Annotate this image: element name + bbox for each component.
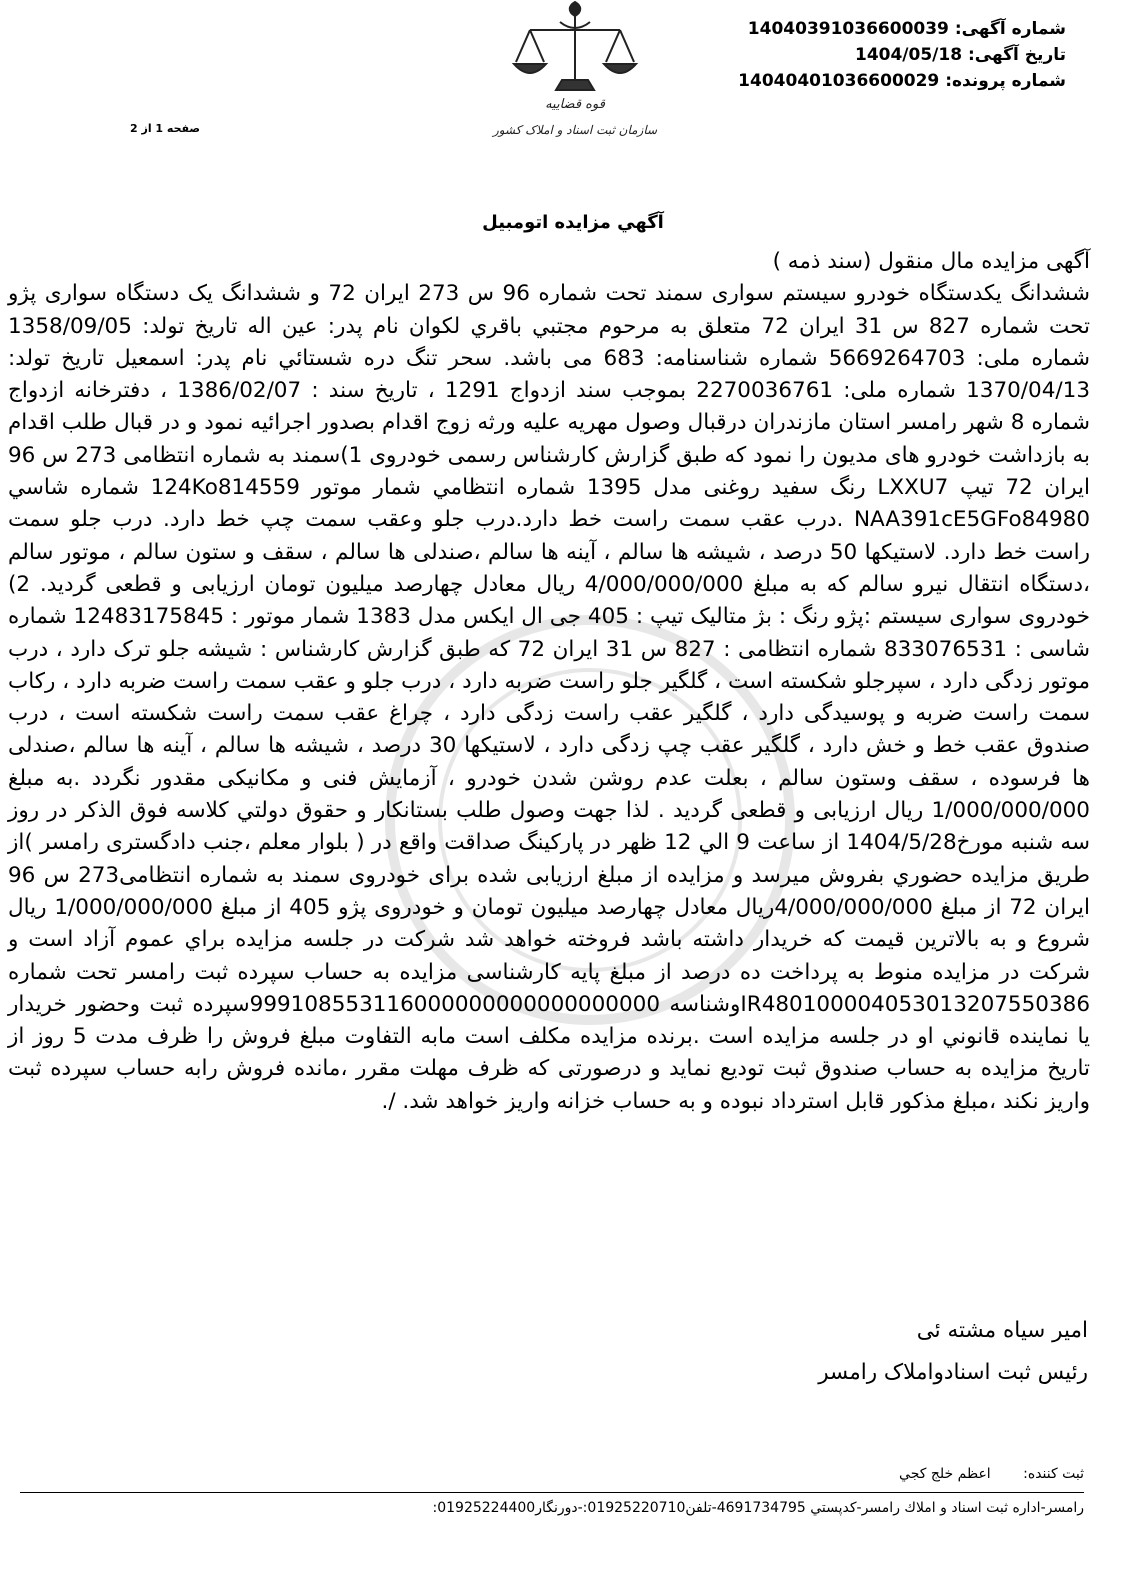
file-number: 14040401036600029	[738, 71, 940, 91]
ad-date-label: تاریخ آگهی:	[967, 45, 1066, 65]
ad-subtitle: آگهی مزایده مال منقول (سند ذمه )	[772, 249, 1090, 274]
signatory-position: رئيس ثبت اسنادواملاک رامسر	[818, 1360, 1088, 1385]
judiciary-emblem	[490, 0, 660, 170]
registrar	[871, 1466, 1084, 1482]
ad-date: 1404/05/18	[854, 45, 963, 65]
ad-number: 14040391036600039	[747, 19, 949, 39]
page-info: صفحه 1 از 2	[130, 122, 201, 135]
signatory-name: امیر سیاه مشته ئی	[916, 1318, 1088, 1343]
ad-date-row	[738, 42, 1066, 68]
ad-body	[8, 246, 1090, 1118]
emblem-line2: سازمان ثبت اسناد و املاک کشور	[492, 123, 658, 137]
emblem-line1: قوه قضاییه	[545, 97, 605, 112]
file-number-label: شماره پرونده:	[945, 71, 1066, 91]
ad-header	[738, 16, 1066, 94]
registrar-label: ثبت کننده:	[1023, 1466, 1084, 1482]
registrar-name: اعظم خلج کجي	[899, 1466, 991, 1482]
footer-divider	[20, 1492, 1084, 1493]
ad-number-label: شماره آگهی:	[954, 19, 1066, 39]
page-title: آگهي مزايده اتومبيل	[482, 212, 664, 233]
file-number-row	[738, 68, 1066, 94]
ad-number-row	[738, 16, 1066, 42]
ad-body-text: ششدانگ یکدستگاه خودرو سیستم سواری سمند تحت شماره 96 س 273 ایران 72 و ششدانگ یک دستگاه سواری پژو تحت شماره 827 س 31 ایران 72 متعلق به مرحوم مجتبي باقري لكوان نام پدر: عين اله تاريخ تولد: 1358/09/05 شماره ملی: 5669264703 شماره شناسنامه: 683 می باشد. سحر تنگ دره شستائي نام پدر: اسمعيل تاريخ تولد: 1370/04/13 شماره ملی: 2270036761 بموجب سند ازدواج 1291 ، تاریخ سند : 1386/02/07 ، دفترخانه ازدواج شماره 8 شهر رامسر استان مازندران درقبال وصول مهریه علیه ورثه زوج اقدام بصدور اجرائیه نمود و در قبال طلب اقدام به بازداشت خودرو های مدیون را نمود که طبق گزارش کارشناس رسمی خودروی 1)سمند به شماره انتظامی 273 س 96 ایران 72 تیپ LXXU7 رنگ سفید روغنی مدل 1395 شماره انتظامي شمار موتور 124Ko814559 شماره شاسي NAA391cE5GFo84980 .درب عقب سمت راست خط دارد.درب جلو وعقب سمت چپ خط دارد. درب جلو سمت راست خط دارد. لاستیکها 50 درصد ، شیشه ها سالم ، آینه ها سالم ،صندلی ها سالم ، سقف و ستون سالم ، موتور سالم ،دستگاه انتقال نیرو سالم که به مبلغ 4/000/000/000 ریال معادل چهارصد میلیون تومان ارزیابی و قطعی گردید. 2) خودروی سواری سیستم :پژو رنگ : بژ متالیک تیپ : 405 جی ال ایکس مدل 1383 شمار موتور : 12483175845 شماره شاسی : 833076531 شماره انتظامی : 827 س 31 ایران 72 که طبق گزارش کارشناس : شیشه جلو ترک دارد ، درب موتور زدگی دارد ، سپرجلو شکسته است ، گلگیر جلو راست ضربه دارد ، درب جلو و عقب سمت راست ضربه دارد ، رکاب سمت راست ضربه و پوسیدگی دارد ، گلگیر عقب راست زدگی دارد ، چراغ عقب سمت راست شکسته است ، درب صندوق عقب خط و خش دارد ، گلگیر عقب چپ زدگی دارد ، لاستیکها 30 درصد ، شیشه ها سالم ، آینه ها سالم ،صندلی ها فرسوده ، سقف وستون سالم ، بعلت عدم روشن شدن خودرو ، آزمایش فنی و مکانیکی مقدور نگردد .به مبلغ 1/000/000/000 ریال ارزیابی و قطعی گردید . لذا جهت وصول طلب بستانکار و حقوق دولتي كلاسه فوق الذكر در روز سه شنبه مورخ1404/5/28 از ساعت 9 الي 12 ظهر در پاركينگ صداقت واقع در ( بلوار معلم ،جنب دادگستری رامسر )از طريق مزايده حضوري بفروش ميرسد و مزايده از مبلغ ارزيابی شده برای خودروی سمند به شماره انتظامی273 س 96 ایران 72 از مبلغ 4/000/000/000ریال معادل چهارصد میلیون تومان و خودروی پژو 405 از مبلغ 1/000/000/000 ریال شروع و به بالاترين قيمت كه خريدار داشته باشد فروخته خواهد شد شركت در جلسه مزايده براي عموم آزاد است و شرکت در مزایده منوط به پرداخت ده درصد از مبلغ پایه کارشناسی مزایده به حساب سپرده ثبت رامسر تحت شماره IR480100004053013207550386وشناسه 999108553116000000000000000000سپرده ثبت وحضور خريدار يا نماينده قانوني او در جلسه مزايده است .برنده مزايده مكلف است مابه التفاوت مبلغ فروش را ظرف مدت 5 روز از تاريخ مزايده به حساب صندوق ثبت توديع نمايد و درصورتی كه ظرف مهلت مقرر ،مانده فروش رابه حساب سپرده ثبت واريز نكند ،مبلغ مذكور قابل استرداد نبوده و به حساب خزانه واريز خواهد شد. /.	[8, 281, 1091, 1114]
footer-address: رامسر-اداره ثبت اسناد و املاك رامسر-كدپستي 4691734795-تلفن01925220710:-دورنگار01925224400:	[432, 1500, 1084, 1516]
